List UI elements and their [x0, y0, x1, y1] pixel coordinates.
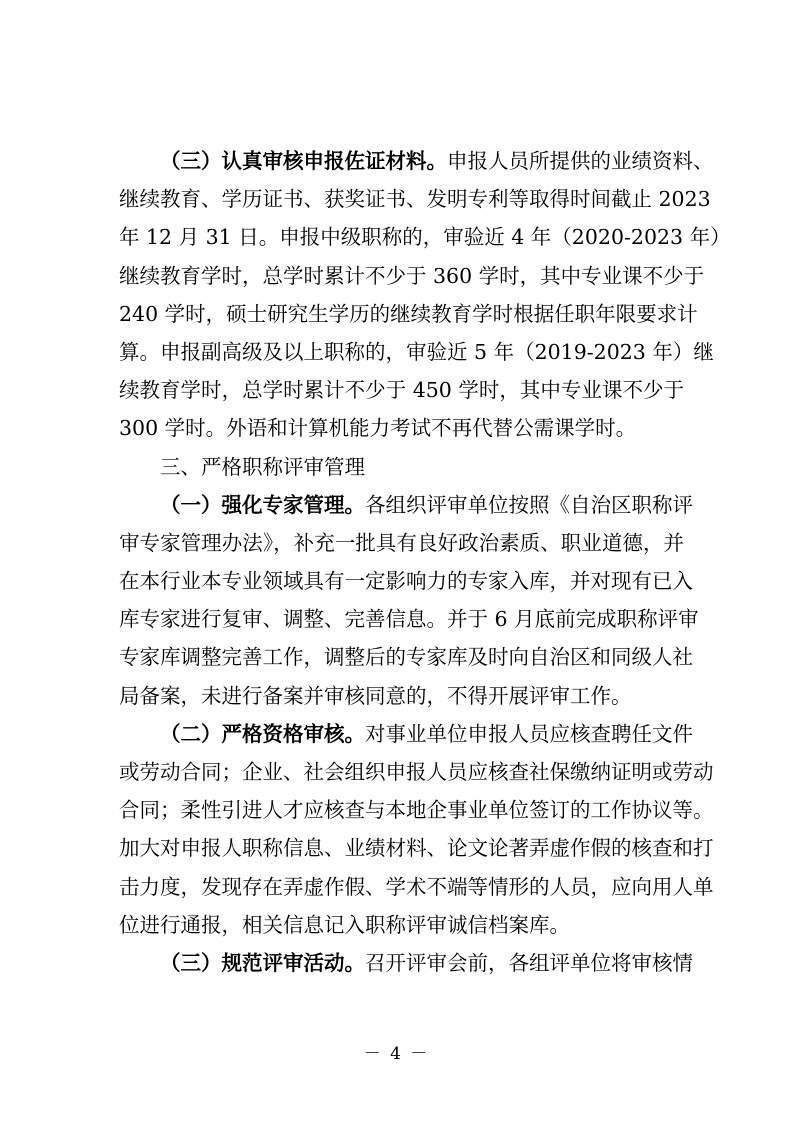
paragraph-line: 位进行通报，相关信息记入职称评审诚信档案库。	[119, 912, 570, 937]
paragraph-line: 专家库调整完善工作，调整后的专家库及时向自治区和同级人社	[119, 645, 693, 670]
paragraph-line: 或劳动合同；企业、社会组织申报人员应核查社保缴纳证明或劳动	[119, 760, 714, 784]
paragraph-line: 加大对申报人职称信息、业绩材料、论文论著弄虚作假的核查和打	[119, 836, 714, 861]
document-body	[119, 142, 731, 982]
paragraph-line: 240 学时，硕士研究生学历的继续教育学时根据任职年限要求计	[119, 301, 698, 326]
paragraph-line	[119, 944, 693, 982]
paragraph-heading: （三）认真审核申报佐证材料。	[160, 149, 447, 173]
paragraph-line: 继续教育学时，总学时累计不少于 360 学时，其中专业课不少于	[119, 263, 705, 288]
page-number: － 4 －	[363, 1044, 430, 1064]
paragraph-line: 合同；柔性引进人才应核查与本地企事业单位签订的工作协议等。	[119, 798, 714, 823]
paragraph-line	[119, 142, 714, 180]
paragraph-line	[119, 715, 693, 753]
paragraph-text: 各组织评审单位按照《自治区职称评	[365, 492, 693, 517]
paragraph-text: 对事业单位申报人员应核查聘任文件	[365, 721, 693, 746]
paragraph-line: 局备案，未进行备案并审核同意的，不得开展评审工作。	[119, 683, 632, 708]
paragraph-heading: （一）强化专家管理。	[160, 492, 365, 517]
paragraph-line: 库专家进行复审、调整、完善信息。并于 6 月底前完成职称评审	[119, 607, 699, 632]
paragraph-line: 审专家管理办法》，补充一批具有良好政治素质、职业道德，并	[119, 530, 684, 555]
paragraph-text: 申报人员所提供的业绩资料、	[447, 149, 714, 173]
paragraph-heading: （三）规范评审活动。	[160, 950, 365, 975]
paragraph-line: 续教育学时，总学时累计不少于 450 学时，其中专业课不少于	[119, 378, 684, 403]
paragraph-line: 300 学时。外语和计算机能力考试不再代替公需课学时。	[119, 416, 637, 441]
paragraph-line: 算。申报副高级及以上职称的，审验近 5 年（2019-2023 年）继	[119, 339, 714, 364]
paragraph-line: 在本行业本专业领域具有一定影响力的专家入库，并对现有已入	[119, 569, 693, 594]
paragraph-line	[119, 486, 693, 524]
paragraph-heading: （二）严格资格审核。	[160, 721, 365, 746]
paragraph-text: 召开评审会前，各组评单位将审核情	[365, 950, 693, 975]
section-heading: 三、严格职称评审管理	[160, 454, 365, 479]
paragraph-line: 继续教育、学历证书、获奖证书、发明专利等取得时间截止 2023	[119, 187, 711, 212]
paragraph-line: 年 12 月 31 日。申报中级职称的，审验近 4 年（2020-2023 年）	[119, 225, 731, 250]
paragraph-line: 击力度，发现存在弄虚作假、学术不端等情形的人员，应向用人单	[119, 874, 714, 899]
